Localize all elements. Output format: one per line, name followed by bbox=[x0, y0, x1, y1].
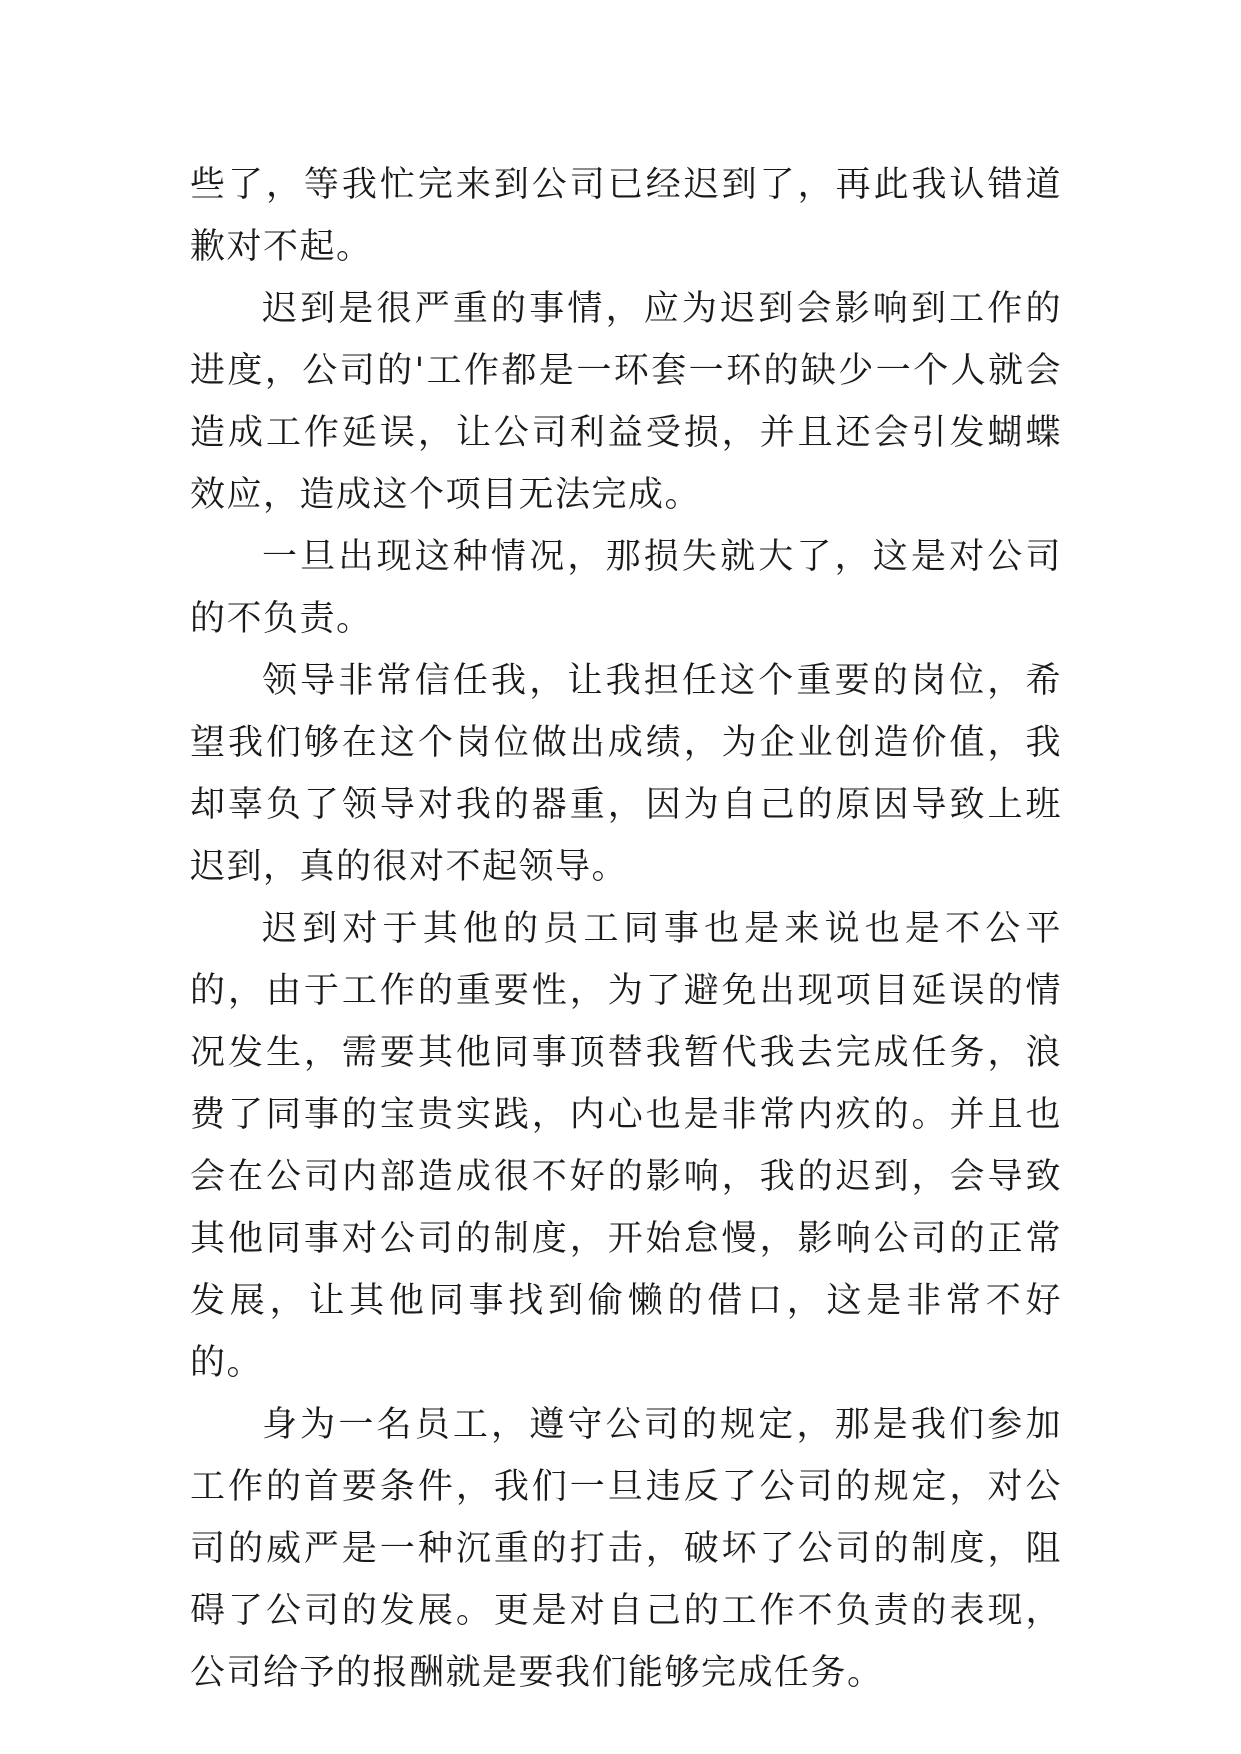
paragraph: 迟到是很严重的事情，应为迟到会影响到工作的进度，公司的'工作都是一环套一环的缺少一个人就会造成工作延误，让公司利益受损，并且还会引发蝴蝶效应，造成这个项目无法完成。 bbox=[190, 289, 1062, 515]
document-body bbox=[190, 154, 1062, 1704]
paragraph: 身为一名员工，遵守公司的规定，那是我们参加工作的首要条件，我们一旦违反了公司的规定，对公司的威严是一种沉重的打击，破坏了公司的制度，阻碍了公司的发展。更是对自己的工作不负责的表现，公司给予的报酬就是要我们能够完成任务。 bbox=[190, 1405, 1062, 1693]
paragraph: 一旦出现这种情况，那损失就大了，这是对公司的不负责。 bbox=[190, 537, 1062, 639]
paragraph: 迟到对于其他的员工同事也是来说也是不公平的，由于工作的重要性，为了避免出现项目延误的情况发生，需要其他同事顶替我暂代我去完成任务，浪费了同事的宝贵实践，内心也是非常内疚的。并且也会在公司内部造成很不好的影响，我的迟到，会导致其他同事对公司的制度，开始怠慢，影响公司的正常发展，让其他同事找到偷懒的借口，这是非常不好的。 bbox=[190, 909, 1062, 1383]
paragraph: 些了，等我忙完来到公司已经迟到了，再此我认错道歉对不起。 bbox=[190, 165, 1062, 267]
paragraph: 领导非常信任我，让我担任这个重要的岗位，希望我们够在这个岗位做出成绩，为企业创造价值，我却辜负了领导对我的器重，因为自己的原因导致上班迟到，真的很对不起领导。 bbox=[190, 661, 1062, 887]
